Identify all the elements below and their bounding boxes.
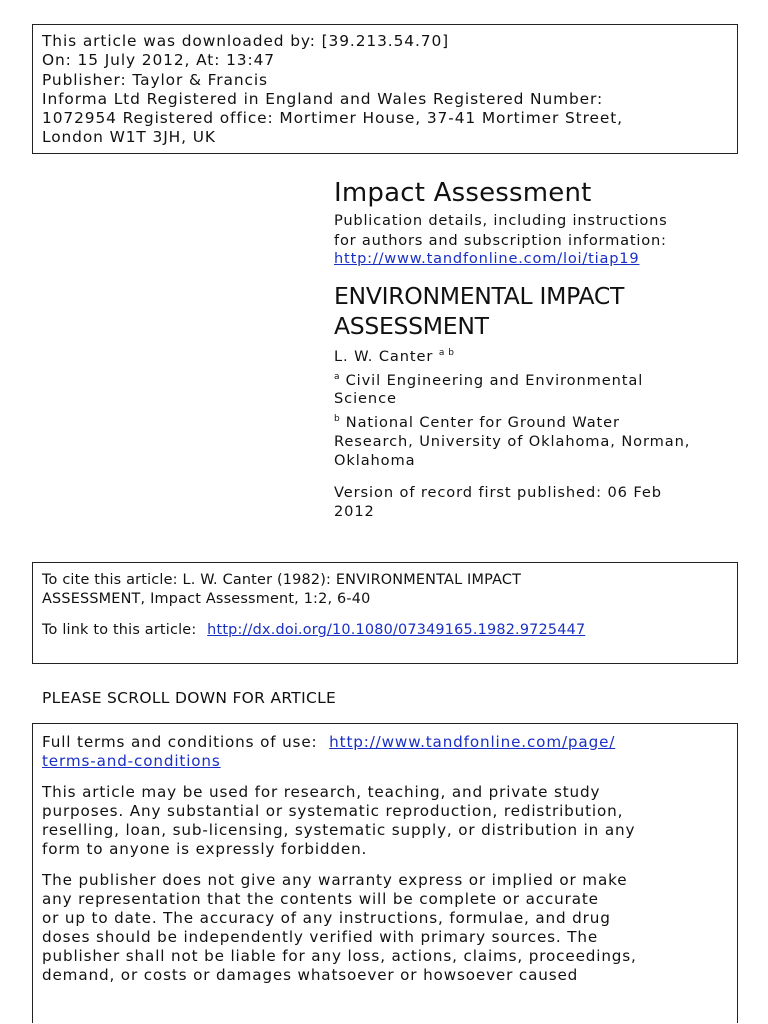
download-info-line: This article was downloaded by: [39.213.54.70] [42,32,450,50]
terms-paragraph-line: demand, or costs or damages whatsoever or howsoever caused [42,966,579,984]
citation-text: To cite this article: L. W. Canter (1982): ENVIRONMENTAL IMPACT [42,572,522,588]
affiliation-text: Science [334,390,397,407]
journal-url-link[interactable]: http://www.tandfonline.com/loi/tiap19 [334,250,640,267]
terms-paragraph-line: This article may be used for research, teaching, and private study [42,783,601,801]
terms-row [42,733,615,751]
terms-label: Full terms and conditions of use: [42,733,318,751]
affiliation-b [334,414,620,431]
version-of-record: Version of record first published: 06 Feb [334,484,662,501]
scroll-notice: PLEASE SCROLL DOWN FOR ARTICLE [42,689,337,707]
article-link-row [42,622,585,638]
author-name: L. W. Canter [334,348,434,365]
terms-link-continued[interactable]: terms-and-conditions [42,752,221,770]
download-info-line: Publisher: Taylor & Francis [42,70,268,89]
download-info-line: London W1T 3JH, UK [42,128,216,147]
author-affiliation-marks: a b [438,348,455,358]
terms-paragraph-line: The publisher does not give any warranty express or implied or make [42,871,628,889]
journal-title: Impact Assessment [334,178,592,208]
citation-text: ASSESSMENT, Impact Assessment, 1:2, 6-40 [42,591,371,607]
journal-details-line: for authors and subscription information: [334,232,667,249]
download-info-box [32,24,738,154]
affiliation-mark: a [334,372,341,382]
download-info-line: 1072954 Registered office: Mortimer House, 37-41 Mortimer Street, [42,109,623,128]
terms-paragraph-line: doses should be independently verified with primary sources. The [42,928,599,946]
terms-paragraph-line: purposes. Any substantial or systematic reproduction, redistribution, [42,802,624,820]
article-title-line: ASSESSMENT [334,312,489,340]
journal-details-line: Publication details, including instructions [334,212,668,229]
download-info-line: Informa Ltd Registered in England and Wales Registered Number: [42,89,604,108]
terms-paragraph-line: publisher shall not be liable for any loss, actions, claims, proceedings, [42,947,637,965]
terms-paragraph-line: reselling, loan, sub-licensing, systematic supply, or distribution in any [42,821,636,839]
article-author [334,348,454,365]
affiliation-text: Oklahoma [334,452,416,469]
affiliation-mark: b [334,414,341,424]
terms-paragraph-line: or up to date. The accuracy of any instructions, formulae, and drug [42,909,611,927]
article-title-line: ENVIRONMENTAL IMPACT [334,282,625,310]
affiliation-a [334,372,643,389]
affiliation-text: National Center for Ground Water [345,414,620,431]
download-info-line: On: 15 July 2012, At: 13:47 [42,51,275,70]
article-link-label: To link to this article: [42,622,197,638]
version-of-record: 2012 [334,503,375,520]
affiliation-text: Civil Engineering and Environmental [345,372,644,389]
affiliation-text: Research, University of Oklahoma, Norman, [334,433,691,450]
terms-paragraph-line: form to anyone is expressly forbidden. [42,840,368,858]
terms-link[interactable]: http://www.tandfonline.com/page/ [329,733,616,751]
doi-link[interactable]: http://dx.doi.org/10.1080/07349165.1982.9725447 [207,622,586,638]
terms-paragraph-line: any representation that the contents will be complete or accurate [42,890,599,908]
